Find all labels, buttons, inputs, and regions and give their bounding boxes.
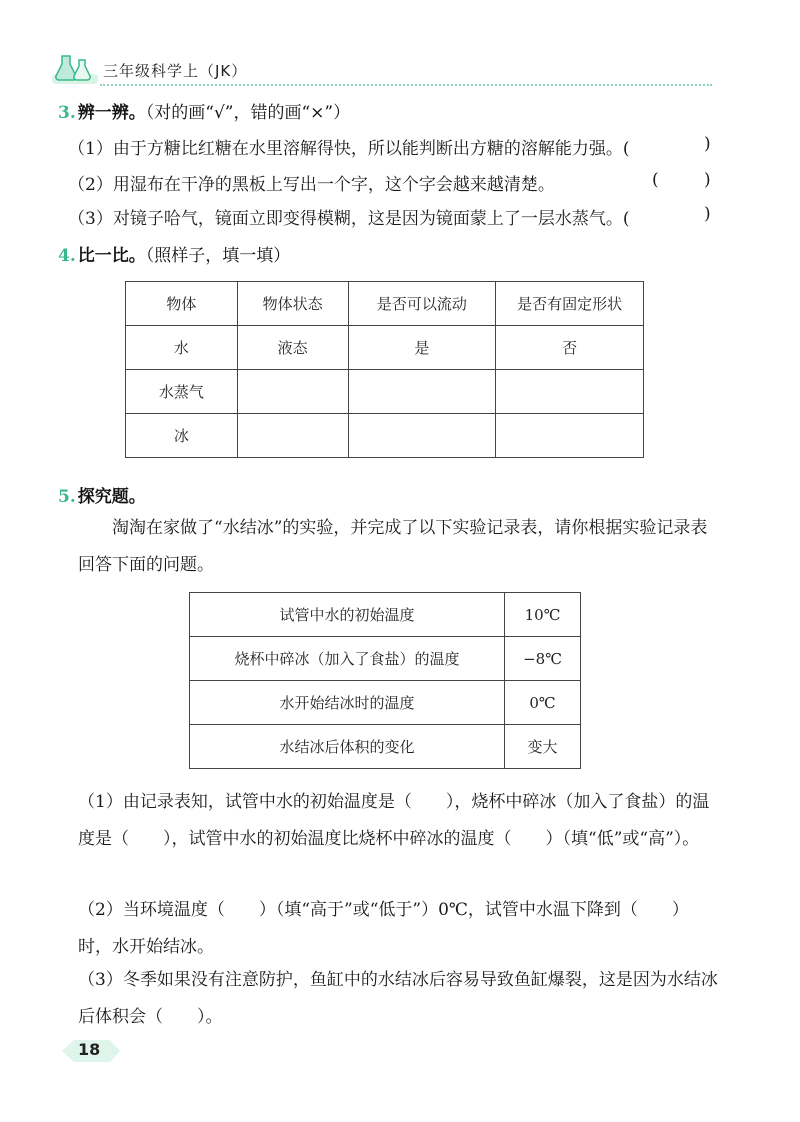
flask-logo-icon <box>52 52 98 86</box>
header-cell: 是否可以流动 <box>348 282 496 326</box>
table-row <box>126 370 644 414</box>
header-cell: 物体状态 <box>237 282 348 326</box>
table-row <box>190 637 581 681</box>
answer-cell[interactable] <box>496 414 644 458</box>
record-label: 水结冰后体积的变化 <box>190 725 505 769</box>
q3-instruction: （对的画“√”，错的画“×”） <box>145 103 351 123</box>
q5-intro: 淘淘在家做了“水结冰”的实验，并完成了以下实验记录表，请你根据实验记录表回答下面的问题。 <box>78 518 708 575</box>
q3-heading <box>58 98 350 123</box>
q5-question-3: （3）冬季如果没有注意防护，鱼缸中的水结冰后容易导致鱼缸爆裂，这是因为水结冰后体积会（ ）。 <box>78 970 718 1027</box>
header-cell: 是否有固定形状 <box>496 282 644 326</box>
q4-heading <box>58 241 290 266</box>
header-cell: 物体 <box>126 282 238 326</box>
q3-item-1: （1）由于方糖比红糖在水里溶解得快，所以能判断出方糖的溶解能力强。( <box>68 139 630 159</box>
q5-title: 探究题。 <box>77 487 146 507</box>
table-cell: 水 <box>126 326 238 370</box>
table-cell: 液态 <box>237 326 348 370</box>
table-cell: 是 <box>348 326 496 370</box>
table-cell: 冰 <box>126 414 238 458</box>
table-row <box>190 725 581 769</box>
answer-cell[interactable] <box>496 370 644 414</box>
q5-heading <box>58 482 146 507</box>
record-label: 烧杯中碎冰（加入了食盐）的温度 <box>190 637 505 681</box>
q3-title: 辨一辨。 <box>77 103 146 123</box>
table-row <box>190 681 581 725</box>
table-row <box>126 414 644 458</box>
experiment-record-table <box>189 592 581 769</box>
record-value: 10℃ <box>505 593 581 637</box>
header-divider <box>100 84 712 86</box>
q5-question-2: （2）当环境温度（ ）（填“高于”或“低于”）0℃，试管中水温下降到（ ）时，水开始结冰。 <box>78 900 689 957</box>
answer-cell[interactable] <box>237 414 348 458</box>
table-cell: 水蒸气 <box>126 370 238 414</box>
q5-number: 5. <box>58 487 76 507</box>
record-label: 水开始结冰时的温度 <box>190 681 505 725</box>
record-label: 试管中水的初始温度 <box>190 593 505 637</box>
record-value: 变大 <box>505 725 581 769</box>
answer-cell[interactable] <box>348 370 496 414</box>
q3-item-1-answer-close[interactable]: ) <box>704 134 711 154</box>
answer-cell[interactable] <box>237 370 348 414</box>
table-header-row <box>126 282 644 326</box>
q3-item-3: （3）对镜子哈气，镜面立即变得模糊，这是因为镜面蒙上了一层水蒸气。( <box>68 209 630 229</box>
q3-number: 3. <box>58 103 76 123</box>
q3-item-2-answer-close[interactable]: ) <box>704 170 711 190</box>
q4-number: 4. <box>58 246 76 266</box>
header-title: 三年级科学上（JK） <box>103 62 248 80</box>
q3-item-2-answer-open[interactable]: ( <box>652 170 659 190</box>
q3-item-3-answer-close[interactable]: ) <box>704 204 711 224</box>
q4-instruction: （照样子，填一填） <box>145 246 291 266</box>
q4-title: 比一比。 <box>77 246 146 266</box>
state-comparison-table <box>125 281 644 458</box>
record-value: 0℃ <box>505 681 581 725</box>
record-value: −8℃ <box>505 637 581 681</box>
q5-question-1: （1）由记录表知，试管中水的初始温度是（ ），烧杯中碎冰（加入了食盐）的温度是（ ），试管中水的初始温度比烧杯中碎冰的温度（ ）（填“低”或“高”）。 <box>78 792 710 849</box>
answer-cell[interactable] <box>348 414 496 458</box>
table-row <box>126 326 644 370</box>
page-number: 18 <box>78 1040 101 1059</box>
table-cell: 否 <box>496 326 644 370</box>
table-row <box>190 593 581 637</box>
q3-item-2: （2）用湿布在干净的黑板上写出一个字，这个字会越来越清楚。 <box>68 175 555 195</box>
